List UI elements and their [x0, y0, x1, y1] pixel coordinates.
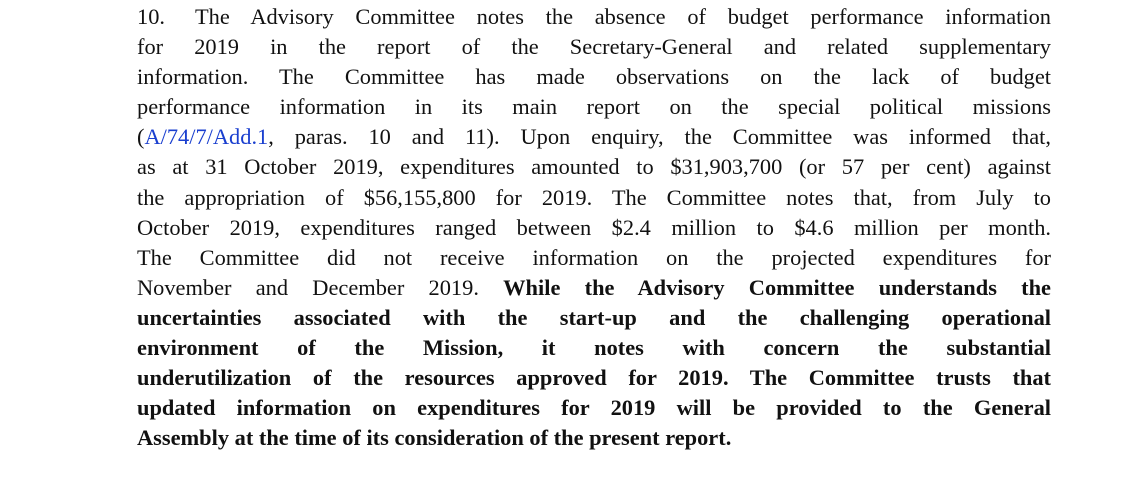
document-symbol-link[interactable]: A/74/7/Add.1: [144, 124, 269, 150]
document-paragraph: [137, 2, 1051, 453]
bold-line: environment of the Mission, it notes with concern the substantial: [137, 335, 1051, 361]
paragraph-line: The Committee did not receive information on the projected expenditures for: [137, 244, 1051, 270]
bold-line-last: Assembly at the time of its consideration of the present report.: [137, 425, 732, 451]
paragraph-line: October 2019, expenditures ranged between $2.4 million to $4.6 million per month.: [137, 214, 1051, 240]
paragraph-line: (A/74/7/Add.1, paras. 10 and 11). Upon enquiry, the Committee was informed that,: [137, 124, 1051, 150]
bold-line: updated information on expenditures for 2019 will be provided to the General: [137, 395, 1051, 421]
paragraph-line: as at 31 October 2019, expenditures amounted to $31,903,700 (or 57 per cent) against: [137, 154, 1051, 180]
paragraph-line: information. The Committee has made observations on the lack of budget: [137, 64, 1051, 90]
bold-line: underutilization of the resources approved for 2019. The Committee trusts that: [137, 365, 1051, 391]
paragraph-line: for 2019 in the report of the Secretary-General and related supplementary: [137, 34, 1051, 60]
bold-line: uncertainties associated with the start-up and the challenging operational: [137, 304, 1051, 330]
paragraph-number: 10.: [137, 4, 165, 29]
paragraph-line: the appropriation of $56,155,800 for 2019. The Committee notes that, from July to: [137, 184, 1051, 210]
paragraph-line: 10. The Advisory Committee notes the absence of budget performance information: [137, 2, 1051, 32]
paragraph-line: performance information in its main report on the special political missions: [137, 94, 1051, 120]
bold-text: While the Advisory Committee understands the: [503, 274, 1051, 300]
paragraph-line: November and December 2019. While the Advisory Committee understands the: [137, 274, 1051, 300]
